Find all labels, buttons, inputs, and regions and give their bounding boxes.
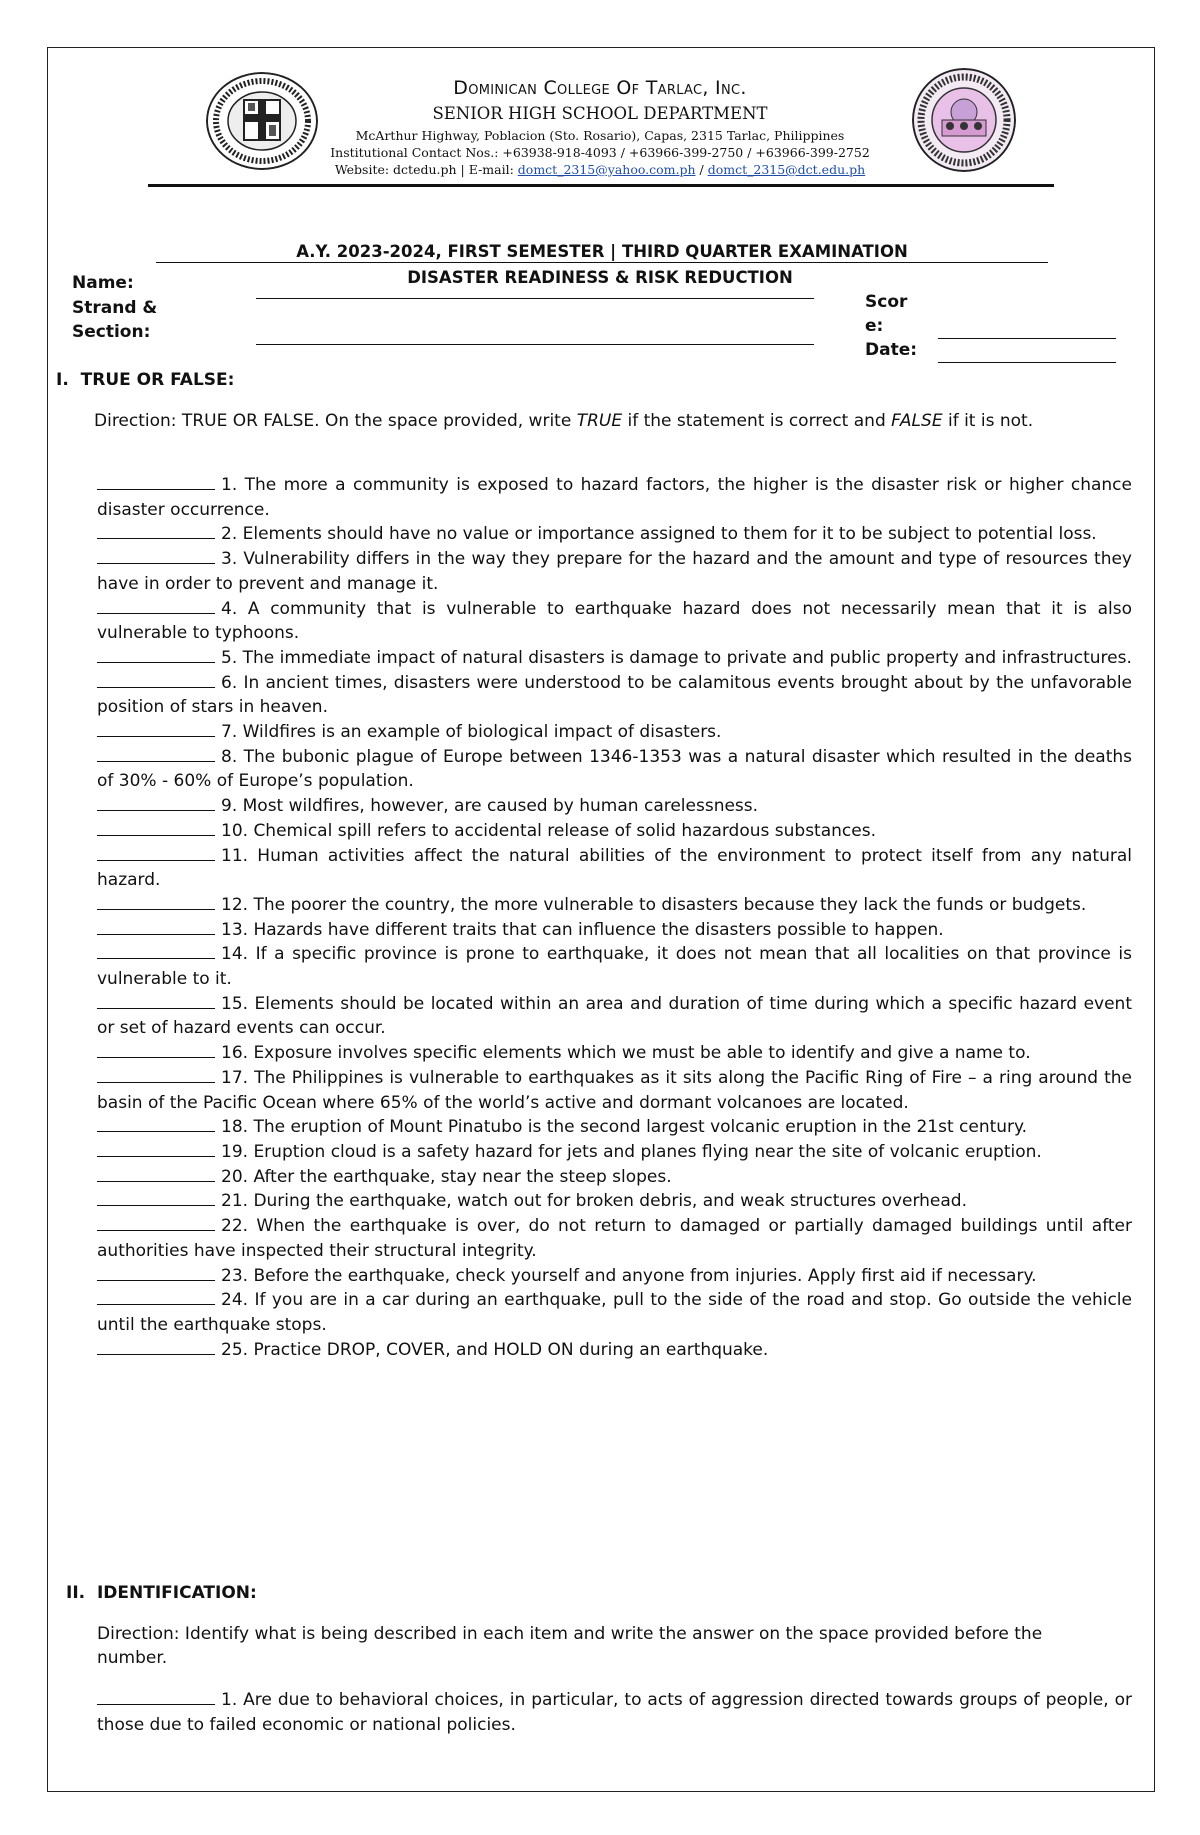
direction-segment: if it is not. <box>942 411 1034 431</box>
direction-segment: FALSE <box>891 411 943 431</box>
question-text: 19. Eruption cloud is a safety hazard for jets and planes flying near the site of volcanic eruption. <box>221 1141 1042 1162</box>
question-item <box>97 1140 1132 1165</box>
direction-segment: Direction: TRUE OR FALSE. On the space provided, write <box>94 411 577 431</box>
score-label-part2: e: <box>865 316 884 336</box>
part2-heading-number: II. <box>66 1583 86 1603</box>
question-item <box>97 1338 1132 1363</box>
question-text: 1. The more a community is exposed to hazard factors, the higher is the disaster risk or higher chance disaster occurrence. <box>97 475 1132 520</box>
question-item <box>97 1214 1132 1263</box>
part2-heading <box>66 1583 257 1603</box>
score-line[interactable] <box>938 338 1116 339</box>
strand-section-line[interactable] <box>256 344 814 345</box>
question-item <box>97 844 1132 893</box>
question-text: 8. The bubonic plague of Europe between 1346-1353 was a natural disaster which resulted in the deaths of 30% - 60% of Europe’s population. <box>97 746 1132 792</box>
name-line[interactable] <box>256 298 814 299</box>
strand-label: Strand & <box>72 298 158 318</box>
question-text: 2. Elements should have no value or importance assigned to them for it to be subject to potential loss. <box>221 524 1097 545</box>
part2-heading-text: IDENTIFICATION: <box>96 1583 257 1603</box>
question-item <box>97 819 1132 844</box>
department-name: SENIOR HIGH SCHOOL DEPARTMENT <box>432 104 768 123</box>
part1-heading-number: I. <box>56 370 69 390</box>
question-item <box>97 646 1132 671</box>
question-item <box>97 942 1132 991</box>
part2-direction: Direction: Identify what is being described in each item and write the answer on the space provided before the number. <box>97 1624 1043 1668</box>
question-text: 7. Wildfires is an example of biological impact of disasters. <box>221 722 722 743</box>
email-link-dct[interactable]: domct_2315@dct.edu.ph <box>707 162 866 177</box>
question-text: 20. After the earthquake, stay near the steep slopes. <box>221 1166 672 1187</box>
question-item <box>97 745 1132 794</box>
question-item <box>97 1264 1132 1289</box>
question-text: 21. During the earthquake, watch out for broken debris, and weak structures overhead. <box>221 1191 967 1212</box>
answer-blank[interactable] <box>97 1189 215 1206</box>
part1-heading <box>56 370 234 390</box>
question-text: 12. The poorer the country, the more vulnerable to disasters because they lack the funds or budgets. <box>221 894 1087 915</box>
question-item <box>97 1189 1132 1214</box>
section-label: Section: <box>72 322 151 342</box>
question-text: 13. Hazards have different traits that can influence the disasters possible to happen. <box>221 919 944 940</box>
answer-blank[interactable] <box>97 819 215 836</box>
answer-blank[interactable] <box>97 1140 215 1157</box>
question-text: 22. When the earthquake is over, do not return to damaged or partially damaged buildings until after authorities have inspected their structural integrity. <box>97 1216 1132 1261</box>
answer-blank[interactable] <box>97 646 215 663</box>
answer-blank[interactable] <box>97 745 215 762</box>
exam-subject: DISASTER READINESS & RISK REDUCTION <box>407 268 793 287</box>
question-item <box>97 720 1132 745</box>
question-item <box>97 1688 1132 1737</box>
answer-blank[interactable] <box>97 1066 215 1083</box>
question-item <box>97 473 1132 522</box>
answer-blank[interactable] <box>97 992 215 1009</box>
answer-blank[interactable] <box>97 671 215 688</box>
answer-blank[interactable] <box>97 1165 215 1182</box>
question-text: 14. If a specific province is prone to earthquake, it does not mean that all localities on that province is vulnerable to it. <box>97 944 1132 990</box>
part1-direction <box>72 409 1132 433</box>
question-text: 3. Vulnerability differs in the way they prepare for the hazard and the amount and type of resources they have in order to prevent and manage it. <box>97 549 1132 594</box>
question-item <box>97 522 1132 547</box>
question-text: 5. The immediate impact of natural disasters is damage to private and public property and infrastructures. <box>221 647 1132 668</box>
answer-blank[interactable] <box>97 1041 215 1058</box>
question-text: 24. If you are in a car during an earthquake, pull to the side of the road and stop. Go outside the vehicle until the earthquake stops. <box>97 1290 1132 1335</box>
question-item <box>97 992 1132 1041</box>
answer-blank[interactable] <box>97 720 215 737</box>
question-item <box>97 671 1132 720</box>
answer-blank[interactable] <box>97 473 215 490</box>
answer-blank[interactable] <box>97 942 215 959</box>
question-item <box>97 547 1132 596</box>
question-text: 9. Most wildfires, however, are caused by human carelessness. <box>221 796 759 817</box>
website-email-line <box>0 162 1200 177</box>
answer-blank[interactable] <box>97 1688 215 1705</box>
question-item <box>97 794 1132 819</box>
answer-blank[interactable] <box>97 794 215 811</box>
question-text: 11. Human activities affect the natural abilities of the environment to protect itself from any natural hazard. <box>97 845 1132 891</box>
answer-blank[interactable] <box>97 1115 215 1132</box>
answer-blank[interactable] <box>97 844 215 861</box>
question-item <box>97 893 1132 918</box>
part2-items <box>97 1688 1132 1737</box>
score-label-part1: Scor <box>865 292 908 312</box>
date-line[interactable] <box>938 362 1116 363</box>
date-label: Date: <box>865 340 918 360</box>
question-text: 18. The eruption of Mount Pinatubo is the second largest volcanic eruption in the 21st century. <box>221 1117 1028 1138</box>
answer-blank[interactable] <box>97 547 215 564</box>
question-text: 16. Exposure involves specific elements which we must be able to identify and give a name to. <box>221 1043 1031 1064</box>
answer-blank[interactable] <box>97 918 215 935</box>
direction-segment: TRUE <box>576 411 623 431</box>
question-text: 23. Before the earthquake, check yourself and anyone from injuries. Apply first aid if necessary. <box>221 1265 1037 1286</box>
email-link-yahoo[interactable]: domct_2315@yahoo.com.ph <box>517 162 696 177</box>
question-item <box>97 1041 1132 1066</box>
school-name: Dominican College Of Tarlac, Inc. <box>453 77 747 99</box>
answer-blank[interactable] <box>97 1264 215 1281</box>
school-address: McArthur Highway, Poblacion (Sto. Rosario), Capas, 2315 Tarlac, Philippines <box>355 128 845 143</box>
answer-blank[interactable] <box>97 1214 215 1231</box>
question-item <box>97 1288 1132 1337</box>
question-item <box>97 1165 1132 1190</box>
part1-items <box>97 473 1132 1362</box>
answer-blank[interactable] <box>97 522 215 539</box>
question-item <box>97 918 1132 943</box>
direction-segment: if the statement is correct and <box>622 411 892 431</box>
question-text: 10. Chemical spill refers to accidental release of solid hazardous substances. <box>221 820 876 841</box>
question-text: 1. Are due to behavioral choices, in particular, to acts of aggression directed towards groups of people, or those due to failed economic or national policies. <box>97 1690 1132 1735</box>
header-rule <box>148 184 1054 187</box>
exam-title: A.Y. 2023-2024, FIRST SEMESTER | THIRD QUARTER EXAMINATION <box>156 242 1048 263</box>
email-separator: / <box>695 162 708 177</box>
question-text: 25. Practice DROP, COVER, and HOLD ON during an earthquake. <box>221 1339 769 1360</box>
question-item <box>97 1066 1132 1115</box>
answer-blank[interactable] <box>97 597 215 614</box>
question-text: 17. The Philippines is vulnerable to earthquakes as it sits along the Pacific Ring of Fire – a ring around the basin of the Pacific Ocean where 65% of the world’s active and dormant volcanoes are located. <box>97 1067 1132 1113</box>
question-text: 15. Elements should be located within an area and duration of time during which a specific hazard event or set of hazard events can occur. <box>97 993 1132 1039</box>
question-item <box>97 1115 1132 1140</box>
part1-heading-text: TRUE OR FALSE: <box>80 370 235 390</box>
question-text: 6. In ancient times, disasters were understood to be calamitous events brought about by the unfavorable position of stars in heaven. <box>97 672 1132 718</box>
answer-blank[interactable] <box>97 893 215 910</box>
question-text: 4. A community that is vulnerable to earthquake hazard does not necessarily mean that it is also vulnerable to typhoons. <box>97 598 1132 644</box>
answer-blank[interactable] <box>97 1288 215 1305</box>
name-label: Name: <box>72 273 134 293</box>
answer-blank[interactable] <box>97 1338 215 1355</box>
contact-numbers: Institutional Contact Nos.: +63938-918-4093 / +63966-399-2750 / +63966-399-2752 <box>330 145 870 160</box>
website-label: Website: dctedu.ph | E-mail: <box>334 162 518 177</box>
question-item <box>97 597 1132 646</box>
